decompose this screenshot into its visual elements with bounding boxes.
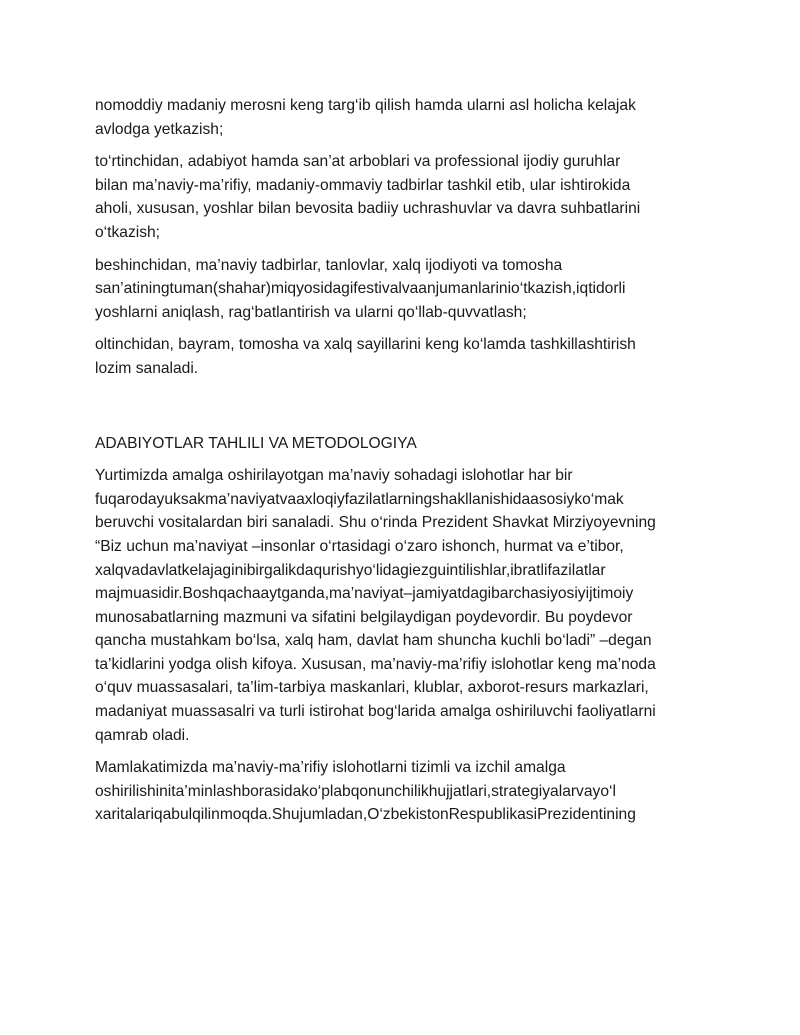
text-line: “Biz uchun ma’naviyat –insonlar o‘rtasidagi o‘zaro ishonch, hurmat va e’tibor, (95, 537, 624, 555)
text-line: xaritalariqabulqilinmoqda.Shujumladan,O‘zbekistonRespublikasiPrezidentining (95, 806, 636, 824)
paragraph-heritage (95, 94, 695, 141)
paragraph-fourth (95, 150, 695, 244)
text-line: o‘tkazish; (95, 223, 161, 241)
text-line: Yurtimizda amalga oshirilayotgan ma’naviy sohadagi islohotlar har bir (95, 467, 573, 485)
text-line: fuqarodayuksakma’naviyatvaaxloqiyfazilatlarningshakllanishidaasosiyko‘mak (95, 490, 624, 508)
paragraph-spiritual-reforms (95, 464, 695, 747)
text-line: xalqvadavlatkelajaginibirgalikdaqurishyo‘lidagiezguintilishlar,ibratlifazilatlar (95, 561, 606, 579)
text-line: qancha mustahkam bo‘lsa, xalq ham, davlat ham shuncha kuchli bo‘ladi” –degan (95, 632, 652, 650)
text-line: to‘rtinchidan, adabiyot hamda san’at arboblari va professional ijodiy guruhlar (95, 153, 621, 171)
text-line: majmuasidir.Boshqachaaytganda,ma’naviyat–jamiyatdagibarchasiyosiyijtimoiy (95, 585, 634, 603)
text-line: nomoddiy madaniy merosni keng targ‘ib qilish hamda ularni asl holicha kelajak (95, 97, 636, 114)
text-line: qamrab oladi. (95, 726, 190, 744)
text-line: ta’kidlarini yodga olish kifoya. Xususan, ma’naviy-ma’rifiy islohotlar keng ma’noda (95, 655, 656, 673)
text-line: Mamlakatimizda ma’naviy-ma’rifiy islohotlarni tizimli va izchil amalga (95, 759, 566, 777)
text-line: aholi, xususan, yoshlar bilan bevosita badiiy uchrashuvlar va davra suhbatlarini (95, 200, 641, 218)
text-line: o‘quv muassasalari, ta’lim-tarbiya maskanlari, klublar, axborot-resurs markazlari, (95, 679, 649, 697)
document-body (95, 94, 695, 827)
text-line: beruvchi vositalardan biri sanaladi. Shu o‘rinda Prezident Shavkat Mirziyoyevning (95, 514, 656, 532)
text-line: munosabatlarning mazmuni va sifatini belgilaydigan poydevordir. Bu poydevor (95, 608, 633, 626)
paragraph-sixth (95, 333, 695, 380)
text-line: oltinchidan, bayram, tomosha va xalq sayillarini keng ko‘lamda tashkillashtirish (95, 336, 636, 354)
text-line: oshirilishinita’minlashborasidako‘plabqonunchilikhujjatlari,strategiyalarvayo‘l (95, 782, 616, 800)
section-heading: ADABIYOTLAR TAHLILI VA METODOLOGIYA (95, 434, 417, 452)
text-line: san’atiningtuman(shahar)miqyosidagifestivalvaanjumanlarinio‘tkazish,iqtidorli (95, 280, 626, 298)
text-line: madaniyat muassasalri va turli istirohat bog‘larida amalga oshiriluvchi faoliyatlarni (95, 703, 656, 721)
text-line: beshinchidan, ma’naviy tadbirlar, tanlovlar, xalq ijodiyoti va tomosha (95, 256, 563, 274)
paragraph-legislation (95, 756, 695, 827)
text-line: avlodga yetkazish; (95, 120, 224, 138)
text-line: lozim sanaladi. (95, 359, 199, 377)
text-line: yoshlarni aniqlash, rag‘batlantirish va ularni qo‘llab-quvvatlash; (95, 303, 527, 321)
text-line: bilan ma’naviy-ma’rifiy, madaniy-ommaviy tadbirlar tashkil etib, ular ishtirokida (95, 176, 631, 194)
paragraph-fifth (95, 254, 695, 325)
